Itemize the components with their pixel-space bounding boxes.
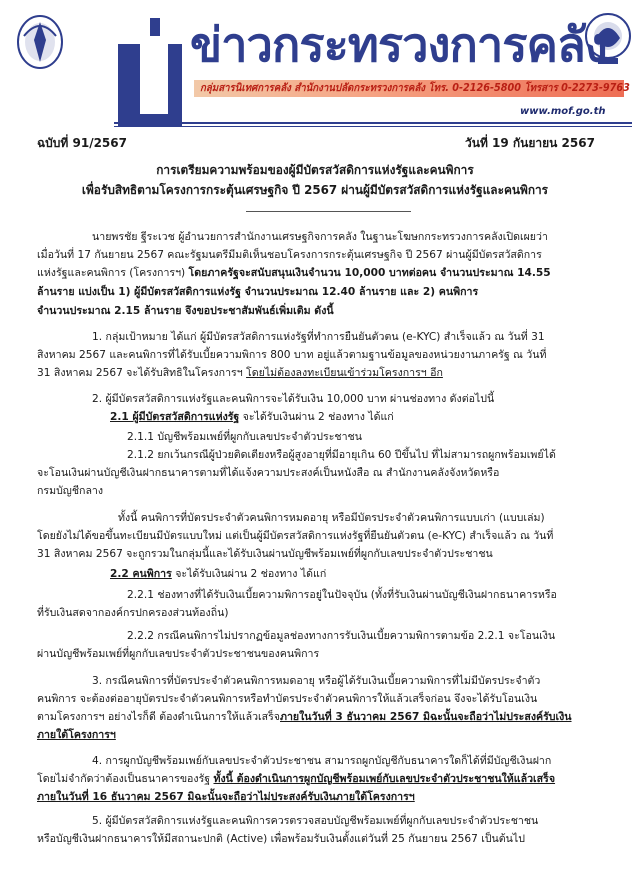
contact-info: กลุ่มสารนิเทศการคลัง สำนักงานปลัดกระทรวงการคลัง โทร. 0-2126-5800 โทรสาร 0-2273-9763: [200, 82, 630, 94]
intro-line-1: นายพรชัย ฐีระเวช ผู้อำนวยการสำนักงานเศรษฐกิจการคลัง ในฐานะโฆษกกระทรวงการคลังเปิดเผยว่า: [92, 231, 548, 243]
point1-line-3-underlined: โดยไม่ต้องลงทะเบียนเข้าร่วมโครงการฯ อีก: [246, 367, 443, 379]
issue-number: ฉบับที่ 91/2567: [37, 136, 127, 150]
point1-line-3: [37, 364, 443, 381]
intro-line-2: เมื่อวันที่ 17 กันยายน 2567 คณะรัฐมนตรีมีมติเห็นชอบโครงการกระตุ้นเศรษฐกิจ ปี 2567 ผ่านผู้มีบัตรสวัสดิการ: [37, 249, 542, 261]
publication-title: ข่าวกระทรวงการคลัง: [190, 18, 607, 73]
point3-line-2: คนพิการ จะต้องต่ออายุบัตรประจำตัวคนพิการหรือทำบัตรประจำตัวคนพิการให้แล้วเสร็จก่อน จึงจะได้รับโอนเงิน: [37, 693, 538, 705]
issue-date: วันที่ 19 กันยายน 2567: [465, 136, 595, 150]
point3-line-1: 3. กรณีคนพิการที่บัตรประจำตัวคนพิการหมดอายุ หรือผู้ได้รับเงินเบี้ยความพิการที่ไม่มีบัตรประจำตัว: [92, 675, 541, 687]
intro-line-3-bold: โดยภาครัฐจะสนับสนุนเงินจำนวน 10,000 บาทต่อคน จำนวนประมาณ 14.55: [188, 267, 551, 279]
point2-2-2-line-1: 2.2.2 กรณีคนพิการไม่ปรากฏข้อมูลช่องทางการรับเงินเบี้ยความพิการตามข้อ 2.2.1 จะโอนเงิน: [127, 630, 556, 642]
point2-1-rest: จะได้รับเงินผ่าน 2 ช่องทาง ได้แก่: [239, 411, 394, 423]
point1-line-2: สิงหาคม 2567 และคนพิการที่ได้รับเบี้ยความพิการ 800 บาท อยู่แล้วตามฐานข้อมูลของหน่วยงานภาครัฐ ณ วันที่: [37, 349, 547, 361]
point2-2-1-line-1: 2.2.1 ช่องทางที่ได้รับเงินเบี้ยความพิการอยู่ในปัจจุบัน (ทั้งที่รับเงินผ่านบัญชีเงินฝากธนาคารหรือ: [127, 589, 557, 601]
header-rule: [114, 122, 632, 124]
point2-2-rest: จะได้รับเงินผ่าน 2 ช่องทาง ได้แก่: [171, 568, 327, 580]
point1-line-1: 1. กลุ่มเป้าหมาย ได้แก่ ผู้มีบัตรสวัสดิการแห่งรัฐที่ทำการยืนยันตัวตน (e-KYC) สำเร็จแล้ว ณ วันที่ 31: [92, 331, 545, 343]
intro-line-3: [37, 264, 551, 281]
point5-line-2: หรือบัญชีเงินฝากธนาคารให้มีสถานะปกติ (Active) เพื่อพร้อมรับเงินตั้งแต่วันที่ 25 กันยายน 2567 เป็นต้นไป: [37, 833, 525, 845]
point3-line-4: ภายใต้โครงการฯ: [37, 729, 116, 741]
intro-line-4: ล้านราย แบ่งเป็น 1) ผู้มีบัตรสวัสดิการแห่งรัฐ จำนวนประมาณ 12.40 ล้านราย และ 2) คนพิการ: [37, 286, 479, 298]
point2-1-1: 2.1.1 บัญชีพร้อมเพย์ที่ผูกกับเลขประจำตัวประชาชน: [127, 431, 362, 443]
intro-line-5: จำนวนประมาณ 2.15 ล้านราย จึงขอประชาสัมพันธ์เพิ่มเติม ดังนี้: [37, 305, 334, 317]
point4-line-1: 4. การผูกบัญชีพร้อมเพย์กับเลขประจำตัวประชาชน สามารถผูกบัญชีกับธนาคารใดก็ได้ที่มีบัญชีเงินฝาก: [92, 755, 552, 767]
note-line-3: 31 สิงหาคม 2567 จะถูกรวมในกลุ่มนี้และได้รับเงินผ่านบัญชีพร้อมเพย์ที่ผูกกับเลขประจำตัวประชาชน: [37, 548, 493, 560]
header-rule-thin: [114, 126, 632, 127]
website-link[interactable]: www.mof.go.th: [520, 106, 606, 117]
point3-line-3-bold: ภายในวันที่ 3 ธันวาคม 2567 มิฉะนั้นจะถือว่าไม่ประสงค์รับเงิน: [280, 711, 572, 723]
point5-line-1: 5. ผู้มีบัตรสวัสดิการแห่งรัฐและคนพิการควรตรวจสอบบัญชีพร้อมเพย์ที่ผูกกับเลขประจำตัวประชาชน: [92, 815, 539, 827]
intro-line-3-plain: แห่งรัฐและคนพิการ (โครงการฯ): [37, 267, 189, 279]
headline-line-1: การเตรียมความพร้อมของผู้มีบัตรสวัสดิการแห่งรัฐและคนพิการ: [156, 163, 474, 177]
point2-1-2-line-2: จะโอนเงินผ่านบัญชีเงินฝากธนาคารตามที่ได้แจ้งความประสงค์เป็นหนังสือ ณ สำนักงานคลังจังหวัดหรือ: [37, 467, 500, 479]
point1-line-3-plain: 31 สิงหาคม 2567 จะได้รับสิทธิในโครงการฯ: [37, 367, 247, 379]
point2-1-heading: [110, 408, 394, 425]
point2-line-1: 2. ผู้มีบัตรสวัสดิการแห่งรัฐและคนพิการจะได้รับเงิน 10,000 บาท ผ่านช่องทาง ดังต่อไปนี้: [92, 393, 495, 405]
point3-line-3: [37, 708, 572, 725]
point3-line-3-plain: ตามโครงการฯ อย่างไรก็ดี ต้องดำเนินการให้แล้วเสร็จ: [37, 711, 280, 723]
point2-2-heading: [110, 565, 326, 582]
note-line-2: โดยยังไม่ได้ขอขึ้นทะเบียนมีบัตรแบบใหม่ แต่เป็นผู้มีบัตรสวัสดิการแห่งรัฐที่ยืนยันตัวตน (e-KYC) สำเร็จแล้ว ณ วันที่: [37, 530, 554, 542]
point4-line-3: ภายในวันที่ 16 ธันวาคม 2567 มิฉะนั้นจะถือว่าไม่ประสงค์รับเงินภายใต้โครงการฯ: [37, 791, 415, 803]
point2-1-2-line-1: 2.1.2 ยกเว้นกรณีผู้ป่วยติดเตียงหรือผู้สูงอายุที่มีอายุเกิน 60 ปีขึ้นไป ที่ไม่สามารถผูกพร้อมเพย์ได้: [127, 449, 556, 461]
point2-2-2-line-2: ผ่านบัญชีพร้อมเพย์ที่ผูกกับเลขประจำตัวประชาชนของคนพิการ: [37, 648, 320, 660]
title-divider: [246, 211, 411, 212]
point2-1-label: 2.1 ผู้มีบัตรสวัสดิการแห่งรัฐ: [110, 411, 240, 423]
point2-2-label: 2.2 คนพิการ: [110, 568, 172, 580]
point4-line-2-plain: โดยไม่จำกัดว่าต้องเป็นธนาคารของรัฐ: [37, 773, 214, 785]
headline-line-2: เพื่อรับสิทธิตามโครงการกระตุ้นเศรษฐกิจ ปี 2567 ผ่านผู้มีบัตรสวัสดิการแห่งรัฐและคนพิการ: [81, 183, 549, 197]
point2-1-2-line-3: กรมบัญชีกลาง: [37, 485, 104, 497]
ministry-emblem-left: [14, 10, 66, 72]
point4-line-2: [37, 770, 555, 787]
note-line-1: ทั้งนี้ คนพิการที่บัตรประจำตัวคนพิการหมดอายุ หรือมีบัตรประจำตัวคนพิการแบบเก่า (แบบเล่ม): [118, 512, 545, 524]
point2-2-1-line-2: ที่รับเงินสดจากองค์กรปกครองส่วนท้องถิ่น): [37, 607, 229, 619]
logo-glyph: [110, 14, 186, 132]
point4-line-2-bold: ทั้งนี้ ต้องดำเนินการผูกบัญชีพร้อมเพย์กับเลขประจำตัวประชาชนให้แล้วเสร็จ: [213, 773, 556, 785]
